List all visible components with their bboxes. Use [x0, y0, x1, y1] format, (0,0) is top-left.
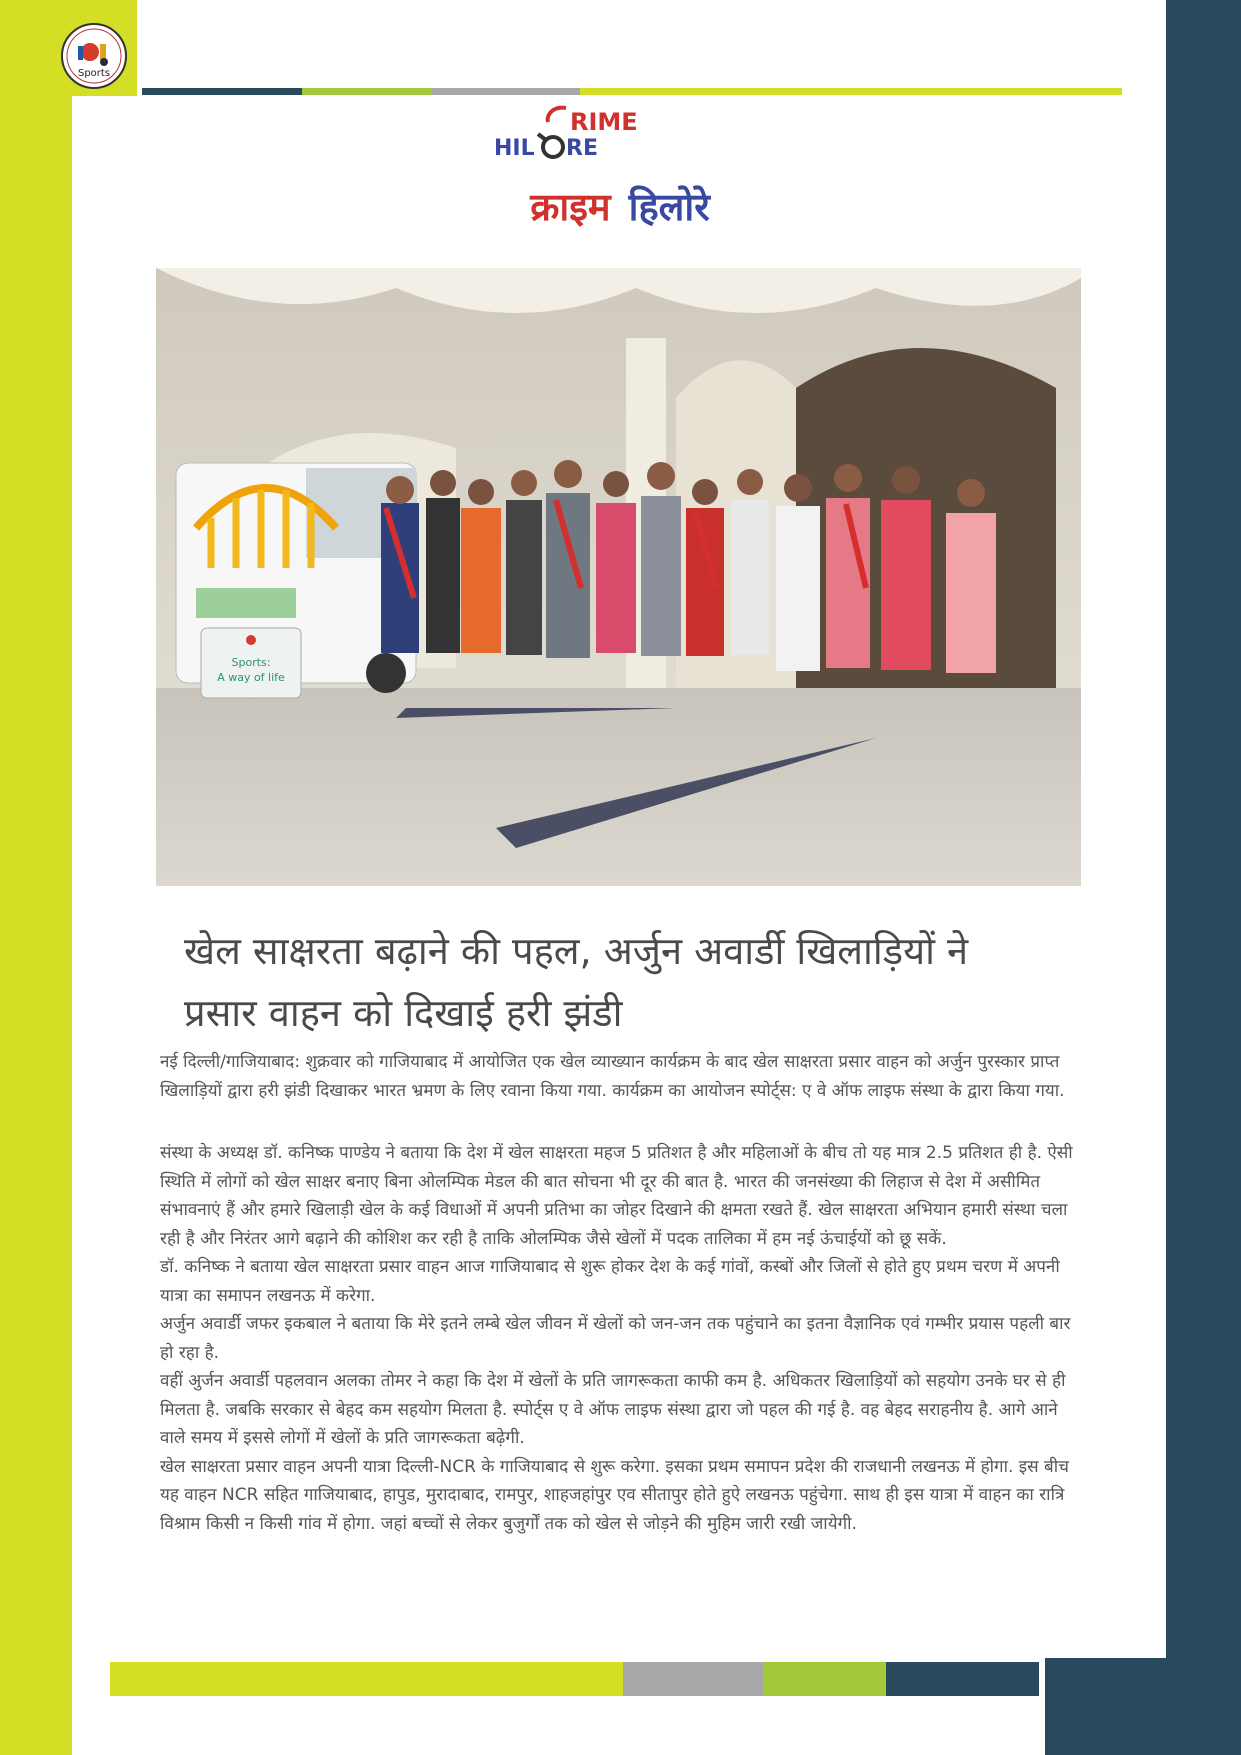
article-paragraph-1: संस्था के अध्यक्ष डॉ. कनिष्क पाण्डेय ने बताया कि देश में खेल साक्षरता महज 5 प्रतिशत है और महिलाओं के बीच तो यह मात्र 2.5 प्रतिशत ही है. ऐसी स्थिति में लोगों को खेल साक्षर बनाए बिना ओलम्पिक मेडल की बात सोचना भी दूर की बात है. भारत की जनसंख्या की लिहाज से देश में असीमित संभावनाएं हैं और हमारे खिलाड़ी खेल के कई विधाओं में अपनी प्रतिभा का जोहर दिखाने की क्षमता रखते हैं. खेल साक्षरता अभियान हमारी संस्था चला रही है और निरंतर आगे बढ़ाने की कोशिश कर रही है ताकि ओलम्पिक जैसे खेलों में पदक तालिका में हम नई ऊंचाईयों को छू सकें. — [160, 1143, 1073, 1249]
right-color-band — [1166, 0, 1241, 1755]
article-paragraph-3: अर्जुन अवार्डी जफर इकबाल ने बताया कि मेरे इतने लम्बे खेल जीवन में खेलों को जन-जन तक पहुंचाने का इतना वैज्ञानिक एवं गम्भीर प्रयास पहली बार हो रहा है. — [160, 1314, 1071, 1363]
article-lead-paragraph: नई दिल्ली/गाजियाबाद: शुक्रवार को गाजियाबाद में आयोजित एक खेल व्याख्यान कार्यक्रम के बाद खेल साक्षरता प्रसार वाहन को अर्जुन पुरस्कार प्राप्त खिलाड़ियों द्वारा हरी झंडी दिखाकर भारत भ्रमण के लिए रवाना किया गया. कार्यक्रम का आयोजन स्पोर्ट्स: ए वे ऑफ लाइफ संस्था के द्वारा किया गया. — [160, 1052, 1065, 1101]
bottom-stripe-navy — [886, 1662, 1039, 1696]
bottom-stripe-green — [763, 1662, 886, 1696]
bottom-stripe-lime — [110, 1662, 623, 1696]
article-body — [160, 1048, 1080, 1538]
brand-logo — [486, 100, 686, 164]
brand-english-bottom: HIL — [494, 136, 535, 161]
article-paragraph-5: खेल साक्षरता प्रसार वाहन अपनी यात्रा दिल्ली-NCR के गाजियाबाद से शुरू करेगा. इसका प्रथम समापन प्रदेश की राजधानी लखनऊ में होगा. इस बीच यह वाहन NCR सहित गाजियाबाद, हापुड, मुरादाबाद, रामपुर, शाहजहांपुर एव सीतापुर होते हुऐ लखनऊ पहुंचेगा. साथ ही इस यात्रा में वाहन का रात्रि विश्राम किसी न किसी गांव में होगा. जहां बच्चों से लेकर बुजुर्गों तक को खेल से जोड़ने की मुहिम जारी रखी जायेगी. — [160, 1456, 1069, 1534]
headline-line1: खेल साक्षरता बढ़ाने की पहल, अर्जुन अवार्डी खिलाड़ियों ने — [184, 929, 969, 973]
brand-hindi-word1: क्राइम — [530, 184, 611, 229]
top-stripe-lime — [580, 88, 1122, 95]
brand-hindi-title — [380, 180, 860, 232]
banner-text-line1: Sports: — [231, 656, 271, 669]
article-headline — [184, 920, 1064, 1044]
brand-hindi-word2: हिलोरे — [628, 184, 710, 229]
brand-english-top: RIME — [570, 108, 638, 136]
sports-logo — [60, 22, 128, 90]
article-paragraph-4: वहीं अुर्जन अवार्डी पहलवान अलका तोमर ने कहा कि देश में खेलों के प्रति जागरूकता काफी कम है. अधिकतर खिलाड़ियों को सहयोग उनके घर से ही मिलता है. जबकि सरकार से बेहद कम सहयोग मिलता है. स्पोर्ट्स ए वे ऑफ लाइफ संस्था द्वारा जो पहल की गई है. वह बेहद सराहनीय है. आगे आने वाले समय में इससे लोगों में खेलों के प्रति जागरूकता बढ़ेगी. — [160, 1371, 1066, 1448]
top-stripe-green — [302, 88, 432, 95]
bottom-stripe-gray — [623, 1662, 763, 1696]
top-stripe-gray — [432, 88, 580, 95]
brand-english-bottom-end: RE — [566, 136, 598, 161]
banner-text-line2: A way of life — [217, 671, 285, 684]
top-stripe-navy — [142, 88, 302, 95]
left-color-band — [0, 0, 72, 1755]
article-paragraph-2: डॉ. कनिष्क ने बताया खेल साक्षरता प्रसार वाहन आज गाजियाबाद से शुरू होकर देश के कई गांवों, कस्बों और जिलों से होते हुए प्रथम चरण में अपनी यात्रा का समापन लखनऊ में करेगा. — [160, 1257, 1060, 1306]
headline-line2: प्रसार वाहन को दिखाई हरी झंडी — [184, 991, 623, 1035]
bottom-right-color-block — [1045, 1658, 1241, 1755]
event-photo — [156, 268, 1081, 886]
sports-logo-text: Sports — [77, 68, 111, 79]
